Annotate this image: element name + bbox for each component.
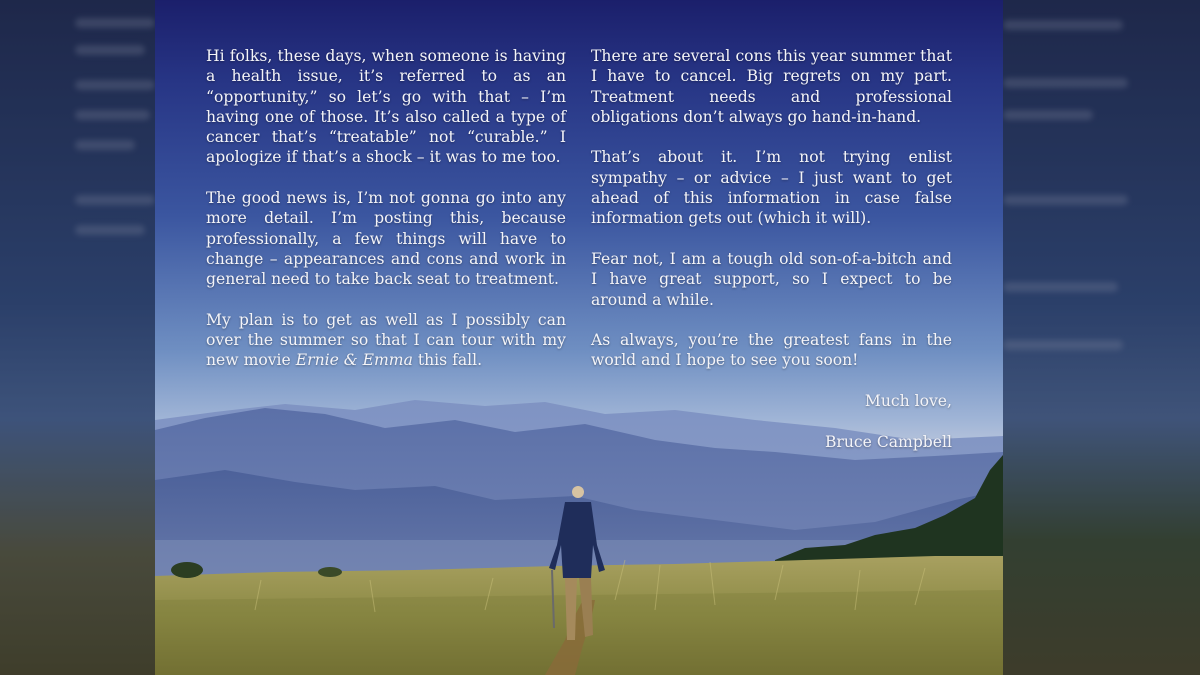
letter-paragraph: As always, you’re the greatest fans in the world and I hope to see you soon!	[591, 331, 952, 370]
letter-paragraph	[206, 310, 566, 371]
letter-paragraph: Hi folks, these days, when someone is having a health issue, it’s referred to as an “opportunity,” so let’s go with that – I’m having one of those. It’s also called a type of cancer that’s “treatable” not “curable.” I apologize if that’s a shock – it was to me too.	[206, 47, 566, 167]
paragraph-text: My plan is to get as well as I possibly can over the summer so that I can tour with my new movie	[206, 310, 566, 370]
letter-poster	[155, 0, 1003, 675]
letter-signature: Bruce Campbell	[824, 432, 952, 451]
letter-closing: Much love,	[864, 392, 952, 411]
blurred-background-left	[0, 0, 155, 675]
blurred-background-right	[1003, 0, 1200, 675]
letter-paragraph: The good news is, I’m not gonna go into any more detail. I’m posting this, because professionally, a few things will have to change – appearances and cons and work in general need to take back seat to treatment.	[206, 189, 566, 289]
letter-paragraph: That’s about it. I’m not trying enlist sympathy – or advice – I just want to get ahead of this information in case false information gets out (which it will).	[591, 148, 952, 228]
letter-left-column	[206, 46, 566, 391]
letter-right-column	[591, 46, 952, 472]
movie-title: Ernie & Emma	[295, 351, 413, 370]
letter-paragraph: Fear not, I am a tough old son-of-a-bitch and I have great support, so I expect to be around a while.	[591, 249, 952, 309]
letter-paragraph: There are several cons this year summer that I have to cancel. Big regrets on my part. Treatment needs and professional obligations don’t always go hand-in-hand.	[591, 47, 952, 126]
paragraph-text: this fall.	[412, 351, 483, 370]
